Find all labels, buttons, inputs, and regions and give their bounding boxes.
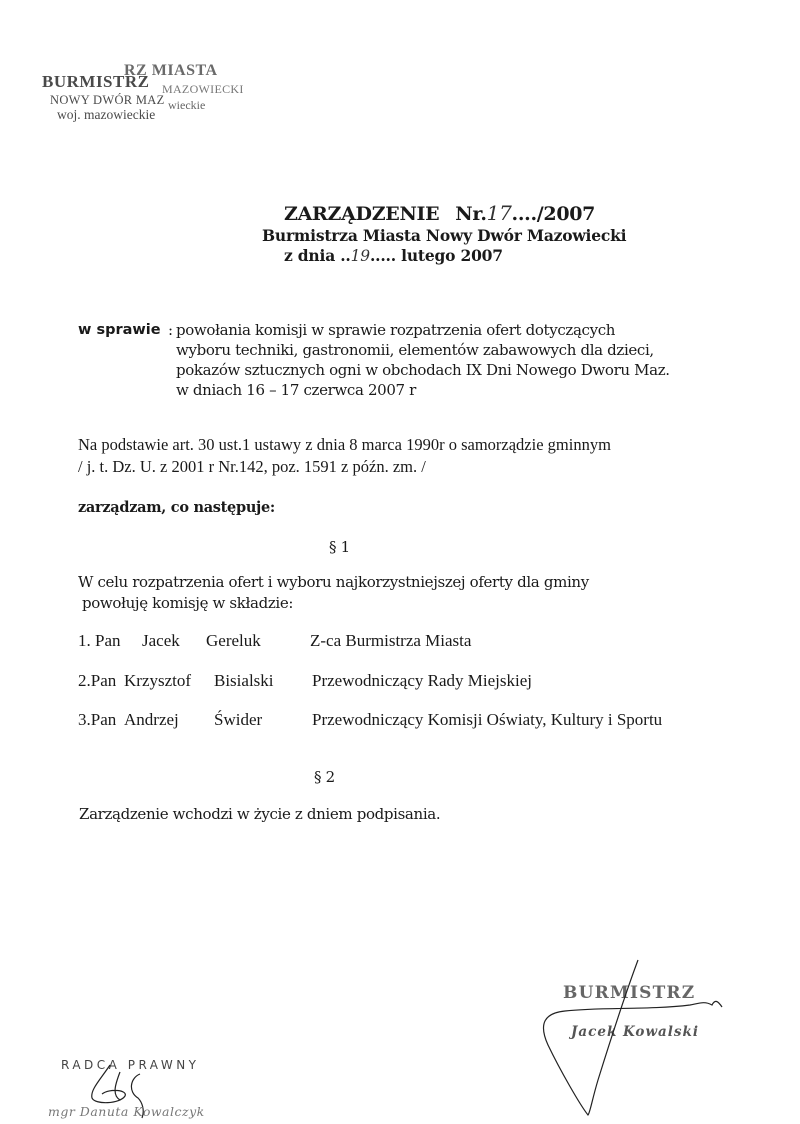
subject-line: w dniach 16 – 17 czerwca 2007 r [176, 381, 416, 399]
stamp-line1-right: RZ MIASTA [124, 62, 218, 79]
subject-line: pokazów sztucznych ogni w obchodach IX Dni Nowego Dworu Maz. [176, 361, 670, 379]
member-number: 2.Pan [78, 671, 117, 690]
member-role: Przewodniczący Rady Miejskiej [312, 671, 532, 690]
number-suffix: ..../2007 [511, 203, 596, 225]
subject-colon: : [168, 321, 173, 339]
subject-line: powołania komisji w sprawie rozpatrzenia ofert dotyczących [176, 321, 616, 339]
member-first-name: Jacek [142, 631, 180, 650]
stamp-line2-right: MAZOWIECKI [162, 82, 244, 96]
section-2-heading: § 2 [314, 768, 335, 786]
document-date [284, 246, 503, 265]
legal-basis-line: / j. t. Dz. U. z 2001 r Nr.142, poz. 1591 z późn. zm. / [78, 457, 426, 476]
date-prefix: z dnia .. [284, 246, 351, 265]
number-handwritten: 17 [486, 201, 512, 225]
section-2-text: Zarządzenie wchodzi w życie z dniem podpisania. [79, 805, 441, 823]
member-first-name: Andrzej [124, 710, 179, 729]
counsel-title: RADCA PRAWNY [61, 1058, 200, 1072]
member-last-name: Świder [214, 710, 263, 729]
stamp-line2-left: NOWY DWÓR MAZ [50, 93, 165, 107]
member-role: Przewodniczący Komisji Oświaty, Kultury i Sportu [312, 710, 663, 729]
member-number: 3.Pan [78, 710, 117, 729]
member-role: Z-ca Burmistrza Miasta [310, 631, 472, 650]
section-1-line: powołuję komisję w składzie: [82, 594, 294, 612]
stamp-line2-extra: wieckie [168, 98, 206, 112]
signature-name: Jacek Kowalski [571, 1024, 700, 1040]
date-suffix: ..... lutego 2007 [369, 246, 503, 265]
member-last-name: Gereluk [206, 631, 261, 650]
stamp-line3: woj. mazowieckie [57, 107, 156, 122]
section-1-heading: § 1 [329, 538, 350, 556]
member-last-name: Bisialski [214, 671, 274, 690]
stamp-line1-left: BURMISTRZ [42, 72, 150, 91]
title-text: ZARZĄDZENIE [284, 203, 440, 225]
counsel-name: mgr Danuta Kowalczyk [48, 1104, 205, 1119]
member-first-name: Krzysztof [124, 671, 192, 690]
legal-basis-line: Na podstawie art. 30 ust.1 ustawy z dnia 8 marca 1990r o samorządzie gminnym [78, 435, 611, 454]
date-handwritten: 19 [350, 247, 370, 265]
number-prefix: Nr. [455, 203, 487, 225]
document-title [284, 201, 595, 225]
handwritten-signature-icon [540, 955, 730, 1120]
section-1-line: W celu rozpatrzenia ofert i wyboru najkorzystniejszej oferty dla gminy [78, 573, 589, 591]
decree-intro: zarządzam, co następuje: [78, 499, 275, 516]
subject-label: w sprawie [78, 322, 161, 338]
subject-line: wyboru techniki, gastronomii, elementów zabawowych dla dzieci, [176, 341, 654, 359]
document-subtitle: Burmistrza Miasta Nowy Dwór Mazowiecki [262, 226, 627, 245]
member-number: 1. Pan [78, 631, 121, 650]
signature-title: BURMISTRZ [563, 983, 696, 1003]
